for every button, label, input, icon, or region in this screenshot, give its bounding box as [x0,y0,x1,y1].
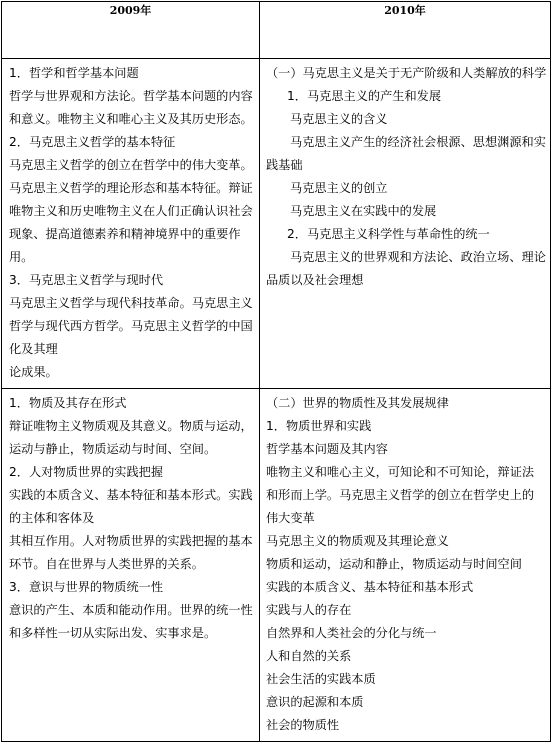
text-line: 3．马克思主义哲学与现时代 [9,273,164,287]
text-line: 化及其理 [9,342,58,356]
text-line: 唯物主义和历史唯物主义在人们正确认识社会 [9,204,253,218]
cell-2010-section-2 [260,389,551,742]
table-row [2,389,551,742]
text-line: 唯物主义和唯心主义，可知论和不可知论，辩证法和形而上学。马克思主义哲学的创立在哲学史上的伟大变革 [266,465,535,525]
text-line: 2．马克思主义哲学的基本特征 [9,135,176,149]
text-line: 运动与静止，物质运动与时间、空间。 [9,442,217,456]
text-line: 1．物质世界和实践 [266,419,372,433]
text-line: 论成果。 [9,365,58,379]
text-line: 1．哲学和哲学基本问题 [9,66,139,80]
syllabus-comparison-table [1,1,551,742]
text-line: 1．马克思主义的产生和发展 [287,89,442,103]
text-line: 3．意识与世界的物质统一性 [9,580,164,594]
section-heading: （二）世界的物质性及其发展规律 [266,396,449,410]
text-line: 2．马克思主义科学性与革命性的统一 [287,227,490,241]
text-line: 其相互作用。人对物质世界的实践把握的基本 [9,534,253,548]
text-line: 马克思主义哲学与现代科技革命。马克思主义 [9,296,253,310]
text-line: 哲学与现代西方哲学。马克思主义哲学的中国 [9,319,253,333]
table-header-row [2,2,551,59]
text-line: 意识的起源和本质 [266,695,364,709]
header-2009: 2009年 [2,2,260,59]
text-line: 自然界和人类社会的分化与统一 [266,626,437,640]
cell-2009-section-2 [2,389,260,742]
text-line: 社会生活的实践本质 [266,672,376,686]
text-line: 社会的物质性 [266,718,340,732]
cell-2010-section-1 [260,59,551,389]
text-line: 马克思主义的创立 [290,181,388,195]
text-line: 和多样性一切从实际出发、实事求是。 [9,626,217,640]
text-line: 实践的本质含义、基本特征和基本形式。实践 [9,488,253,502]
text-line: 马克思主义的物质观及其理论意义 [266,534,449,548]
text-line: 马克思主义的含义 [290,112,388,126]
text-line: 马克思主义的世界观和方法论、政治立场、理论品质以及社会理想 [266,250,546,287]
cell-2009-section-1 [2,59,260,389]
text-line: 意识的产生、本质和能动作用。世界的统一性 [9,603,253,617]
text-line: 人和自然的关系 [266,649,352,663]
text-line: 用。 [9,250,34,264]
text-line: 实践的本质含义、基本特征和基本形式 [266,580,474,594]
section-heading: （一）马克思主义是关于无产阶级和人类解放的科学 [266,66,546,80]
text-line: 环节。自在世界与人类世界的关系。 [9,557,204,571]
text-line: 哲学基本问题及其内容 [266,442,388,456]
text-line: 2．人对物质世界的实践把握 [9,465,164,479]
text-line: 现象、提高道德素养和精神境界中的重要作 [9,227,241,241]
text-line: 马克思主义产生的经济社会根源、思想渊源和实践基础 [266,135,546,172]
text-line: 马克思主义在实践中的发展 [290,204,437,218]
header-2010: 2010年 [260,2,551,59]
table-row [2,59,551,389]
text-line: 物质和运动，运动和静止，物质运动与时间空间 [266,557,522,571]
text-line: 实践与人的存在 [266,603,352,617]
text-line: 辩证唯物主义物质观及其意义。物质与运动， [9,419,253,433]
text-line: 马克思主义哲学的创立在哲学中的伟大变革。 [9,158,253,172]
text-line: 马克思主义哲学的理论形态和基本特征。辩证 [9,181,253,195]
text-line: 和意义。唯物主义和唯心主义及其历史形态。 [9,112,253,126]
text-line: 哲学与世界观和方法论。哲学基本问题的内容 [9,89,253,103]
text-line: 1．物质及其存在形式 [9,396,127,410]
text-line: 的主体和客体及 [9,511,95,525]
